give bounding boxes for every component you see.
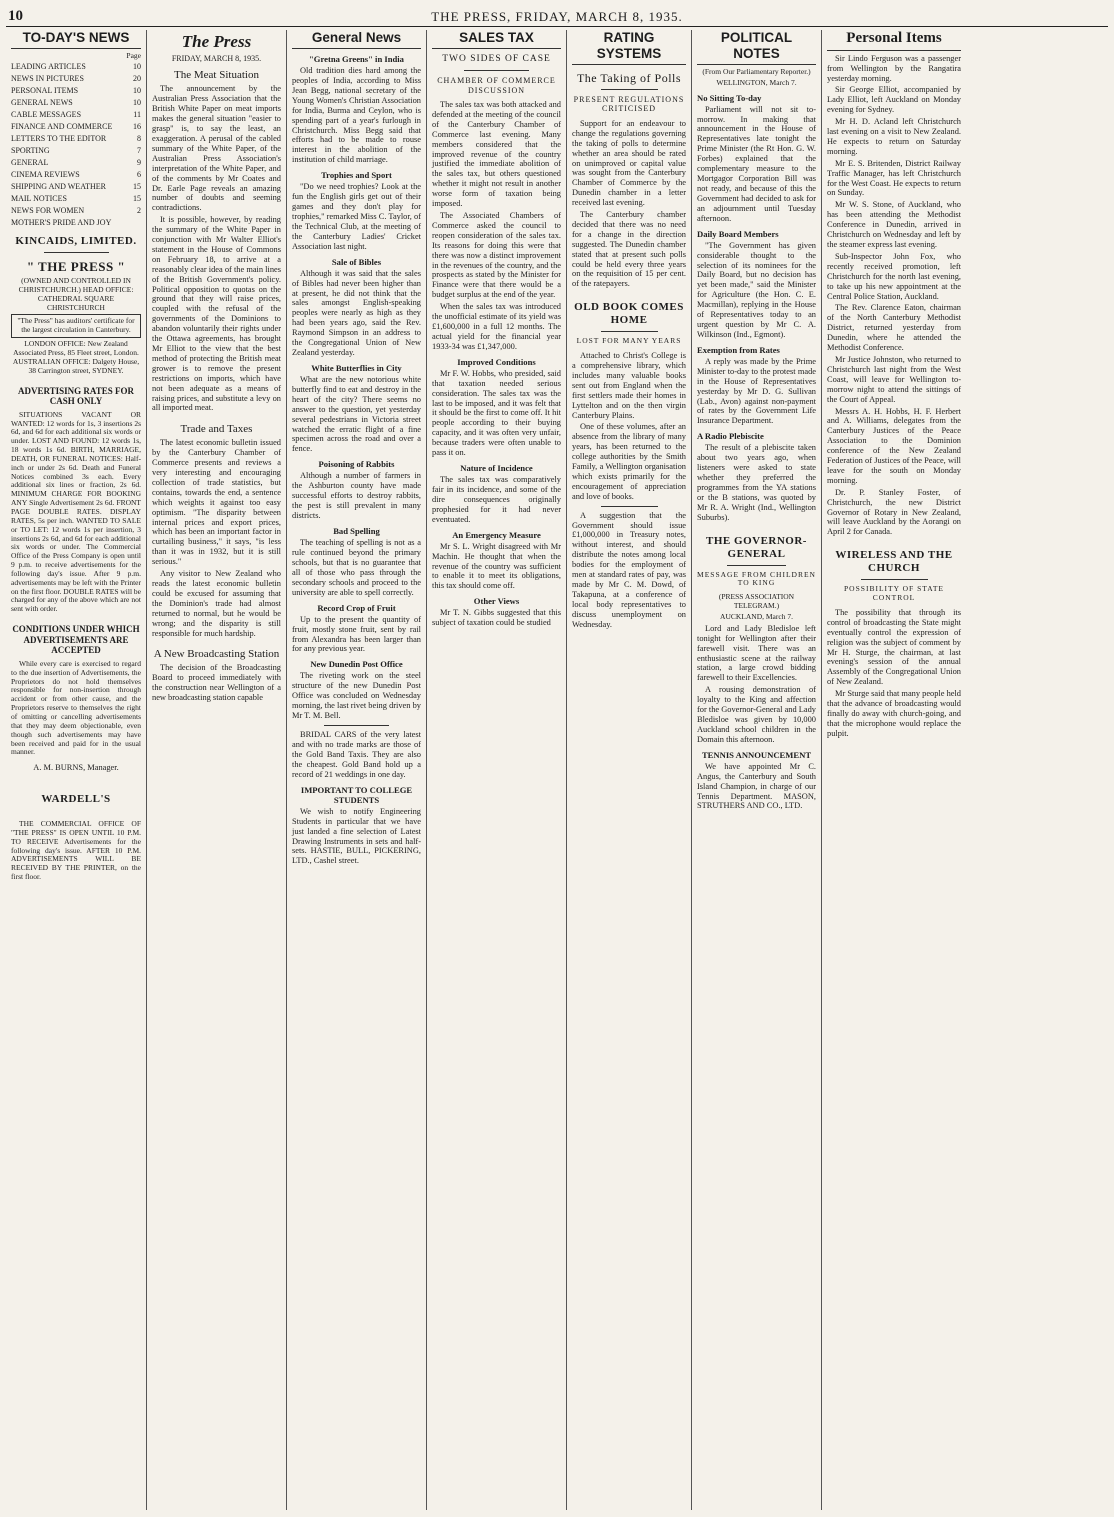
governor-general-deck: MESSAGE FROM CHILDREN TO KING bbox=[697, 569, 816, 588]
tennis-text: We have appointed Mr C. Angus, the Canterbury and South Island Champion, in charge of our Tennis Department. MASON, STRUTHERS AND CO., LTD. bbox=[697, 761, 816, 811]
tennis-title: TENNIS ANNOUNCEMENT bbox=[701, 749, 812, 760]
contents-item bbox=[11, 157, 141, 169]
rating-deck: PRESENT REGULATIONS CRITICISED bbox=[573, 95, 685, 114]
contents-item bbox=[11, 121, 141, 133]
old-book-deck: LOST FOR MANY YEARS bbox=[576, 336, 682, 346]
governor-general-title: THE GOVERNOR-GENERAL bbox=[706, 534, 807, 560]
exemption-title: Exemption from Rates bbox=[697, 344, 780, 355]
paragraph: Mr Sturge said that many people held that the advance of broadcasting would finally do away with church-going, and that the microphone would replace the pulpit. bbox=[827, 689, 961, 738]
fruit-title: Record Crop of Fruit bbox=[317, 602, 396, 613]
contents-page: 11 bbox=[133, 109, 141, 119]
emergency-title: An Emergency Measure bbox=[452, 529, 541, 540]
london-office: LONDON OFFICE: New Zealand Associated Press, 85 Fleet street, London. AUSTRALIAN OFFICE: Dalgety House, 38 Carrington street, SYDNEY. bbox=[12, 339, 140, 375]
paragraph: The sales tax was both attacked and defended at the meeting of the council of the Canterbury Chamber of Commerce last evening. Many members considered that the improved revenue of the country justified the immediate abolition of the sales tax, but others questioned whether it might not result in another worse form of taxation being imposed. bbox=[432, 100, 561, 209]
contents-list bbox=[11, 61, 141, 229]
contents-page: 10 bbox=[133, 97, 141, 107]
column-editorial bbox=[146, 30, 286, 1510]
personal-item: Mr Justice Johnston, who returned to Christchurch last night from the West Coast, will leave for Wellington to-morrow night to attend the sittings of the Court of Appeal. bbox=[827, 354, 961, 404]
contents-label: NEWS IN PICTURES bbox=[11, 73, 84, 83]
paragraph: "Do we need trophies? Look at the fun the English girls get out of their games and they don't play for trophies," remarked Miss C. Taylor, of the Technical Club, at the meeting of the Canterbury Ladies' Cricket Association last night. bbox=[292, 182, 421, 251]
commercial-office-notice: THE COMMERCIAL OFFICE OF "THE PRESS" IS OPEN UNTIL 10 P.M. TO RECEIVE Advertisements for the following day's issue. AFTER 10 P.M. ADVERTISEMENTS WILL BE RECEIVED BY THE PRINTER, on the first floor. bbox=[11, 819, 141, 882]
contents-item bbox=[11, 133, 141, 145]
column-rating-systems bbox=[566, 30, 691, 1510]
contents-page: 10 bbox=[133, 85, 141, 95]
spelling-title: Bad Spelling bbox=[333, 525, 380, 536]
paragraph: Mr T. N. Gibbs suggested that this subject of taxation could be studied bbox=[432, 608, 561, 628]
conditions-title: CONDITIONS UNDER WHICH ADVERTISEMENTS ARE ACCEPTED bbox=[12, 624, 140, 656]
column-personal-items bbox=[821, 30, 966, 1510]
contents-item bbox=[11, 181, 141, 193]
contents-item bbox=[11, 217, 141, 229]
paragraph: The sales tax was comparatively fair in its incidence, and some of the dire consequences originally prophesied for it had never eventuated. bbox=[432, 475, 561, 524]
paragraph: Lord and Lady Bledisloe left tonight for Wellington after their farewell visit. There was an enthusiastic scene at the railway station, a large crowd bidding farewell to their Excellencies. bbox=[697, 623, 816, 683]
incidence-title: Nature of Incidence bbox=[460, 462, 533, 473]
contents-label: GENERAL bbox=[11, 157, 49, 167]
contents-label: MOTHER'S PRIDE AND JOY bbox=[11, 217, 112, 227]
rating-systems-title: RATING SYSTEMS bbox=[572, 30, 686, 65]
personal-item: The Rev. Clarence Eaton, chairman of the North Canterbury Methodist District, returned yesterday from Dunedin, where he attended the Methodist Conference. bbox=[827, 303, 961, 353]
paragraph: The possibility that through its control of broadcasting the State might eventually control the expression of religion was the subject of comment by Mr H. Sturge, the chairman, at last evening's session of the annual Assembly of the Congregational Union of New Zealand. bbox=[827, 607, 961, 687]
wardells-ad: WARDELL'S bbox=[41, 793, 111, 806]
post-office-title: New Dunedin Post Office bbox=[310, 659, 403, 670]
paragraph: Although it was said that the sales of Bibles had never been higher than at present, he did not think that the sales amongst English-speaking peoples were nearly as high as they had been years ago, said the Rev. Raymond Simpson in an address to the Congregational Union of New Zealand yesterday. bbox=[292, 268, 421, 357]
paragraph: The decision of the Broadcasting Board to proceed immediately with the construction near Wellington of a new broadcasting station capable bbox=[152, 663, 281, 703]
paragraph: It is possible, however, by reading the summary of the White Paper in conjunction with Mr Walter Elliot's statement in the House of Commons on February 18, to arrive at a reasonably clear idea of the main lines of the British Government's policy. Political opposition to quotas on the ground that they will raise prices, coupled with the refusal of the governments of the Dominions to abandon voluntarily their rights under the Ottawa agreements, has brought Mr Elliot to the view that the best method of protecting the British meat grower is to remove the present restrictions on imports, which have not been adequate as a means of raising prices, and substitute a levy on all imported meat. bbox=[152, 215, 281, 413]
contents-item bbox=[11, 85, 141, 97]
contents-label: LEADING ARTICLES bbox=[11, 61, 86, 71]
no-sitting-title: No Sitting To-day bbox=[697, 92, 762, 103]
contents-item bbox=[11, 145, 141, 157]
contents-label: PERSONAL ITEMS bbox=[11, 85, 79, 95]
old-book-title: OLD BOOK COMES HOME bbox=[574, 301, 684, 327]
column-general-news bbox=[286, 30, 426, 1510]
college-ad-title: IMPORTANT TO COLLEGE STUDENTS bbox=[300, 784, 413, 805]
paragraph: The Canterbury chamber decided that there was no need for a change in the direction suggested. The Dunedin chamber stated that at present such polls could be held every three years on the requisition of 15 per cent. of the ratepayers. bbox=[572, 210, 686, 289]
sales-tax-title: SALES TAX bbox=[432, 30, 561, 49]
radio-plebiscite-title: A Radio Plebiscite bbox=[697, 431, 764, 442]
contents-page: 8 bbox=[137, 133, 141, 143]
gg-dateline: AUCKLAND, March 7. bbox=[720, 611, 793, 621]
personal-item: Sir George Elliot, accompanied by Lady Elliot, left Auckland on Monday evening for Sydney. bbox=[827, 85, 961, 115]
paragraph: A reply was made by the Prime Minister to-day to the protest made in the House of Representatives yesterday by Mr D. G. Sullivan (Lab., Avon) against non-payment of rates by the Government Life Insurance Department. bbox=[697, 356, 816, 426]
masthead bbox=[6, 6, 1108, 27]
divider bbox=[601, 506, 658, 507]
contents-label: GENERAL NEWS bbox=[11, 97, 73, 107]
paragraph: A suggestion that the Government should issue £1,000,000 in Treasury notes, without interest, and should distribute the notes among local bodies for the employment of men at standard rates of pay, was made by Mr C. M. Dowd, of Takapuna, at a conference of local body representatives to discuss unemployment on Wednesday. bbox=[572, 510, 686, 629]
personal-item: Messrs A. H. Hobbs, H. F. Herbert and A. Williams, delegates from the Canterbury Justices of the Peace Association to the Dominion conference of the New Zealand Federation of Justices of the Peace, will leave for the south on Monday morning. bbox=[827, 406, 961, 485]
advertising-rates-title: ADVERTISING RATES FOR CASH ONLY bbox=[17, 385, 135, 407]
personal-items-title: Personal Items bbox=[827, 30, 961, 51]
bridal-cars-ad: BRIDAL CARS of the very latest and with no trade marks are those of the Gold Band Taxis. They are also the cheapest. Gold Band hold up a record of 21 weddings in one day. bbox=[292, 729, 421, 779]
conditions-text: While every care is exercised to regard to the due insertion of Advertisements, the Proprietors do not hold themselves responsible for non-insertion through accident or from other cause, and the Proprietors reserve to themselves the right of omitting or cancelling advertisements that they may deem objectionable, even though such advertisements may have been received and paid for in the usual manner. bbox=[11, 658, 141, 757]
wireless-deck: POSSIBILITY OF STATE CONTROL bbox=[844, 584, 944, 603]
paragraph: One of these volumes, after an absence from the library of many years, has been returned to the college authorities by the Smith Family, a Wellington organisation which exists primarily for the encouragement of appreciation and love of books. bbox=[572, 422, 686, 501]
paragraph: Attached to Christ's College is a comprehensive library, which includes many valuable books sent out from England when the first settlers made their homes in Lyttelton and on the then virgin Canterbury Plains. bbox=[572, 351, 686, 420]
personal-item: Dr. P. Stanley Foster, of Christchurch, the new District Governor of Rotary in New Zealand, will leave Auckland by the Aorangi on April 2 for Canada. bbox=[827, 487, 961, 537]
general-news-title: General News bbox=[292, 30, 421, 49]
page-label: Page bbox=[126, 50, 141, 60]
paragraph: Old tradition dies hard among the peoples of India, according to Miss Jean Begg, national secretary of the Young Women's Christian Association for India, Burma and Ceylon, who is spending part of a year's furlough in Christchurch. Miss Begg said that efforts had to be made to rouse interest in the abolition of the institution of child marriage. bbox=[292, 66, 421, 165]
political-source: (From Our Parliamentary Reporter.) bbox=[702, 66, 811, 76]
political-notes-title: POLITICAL NOTES bbox=[697, 30, 816, 65]
page-number: 10 bbox=[8, 8, 23, 24]
column-index bbox=[6, 30, 146, 1510]
paragraph: A rousing demonstration of loyalty to the King and affection for the Governor-General and Lady Bledisloe was given by 10,000 Auckland school children in the Domain this afternoon. bbox=[697, 685, 816, 744]
daily-board-title: Daily Board Members bbox=[697, 228, 779, 239]
contents-page: 9 bbox=[137, 157, 141, 167]
divider bbox=[861, 579, 928, 580]
contents-page: 16 bbox=[133, 121, 141, 131]
sales-tax-deck: CHAMBER OF COMMERCE DISCUSSION bbox=[437, 76, 556, 95]
contents-label: NEWS FOR WOMEN bbox=[11, 205, 85, 215]
contents-label: CABLE MESSAGES bbox=[11, 109, 82, 119]
contents-item bbox=[11, 61, 141, 73]
paragraph: "The Government has given considerable thought to the selection of its nominees for the Daily Board, but no decision has yet been made," said the Minister for Agriculture (the Hon. C. E. Macmillan), replying in the House of Representatives today to an urgent question by Mr C. A. Wilkinson (Ind., Egmont). bbox=[697, 240, 816, 339]
press-logo: The Press bbox=[181, 32, 252, 51]
political-dateline: WELLINGTON, March 7. bbox=[716, 77, 797, 87]
personal-item: Sir Lindo Ferguson was a passenger from Wellington by the Rangatira yesterday morning. bbox=[827, 53, 961, 83]
paragraph: The announcement by the Australian Press Association that the British White Paper on meat imports makes the general situation "easier to grasp" is, to say the least, an exaggeration. A perusal of the cabled summary of the White Paper, of the Australian Press Association's interpretation of the White Paper, and of the comments by Mr Coates and Dr. Earle Page reveals an amazing number of doubts and seeming contradictions. bbox=[152, 84, 281, 213]
bibles-title: Sale of Bibles bbox=[331, 256, 382, 267]
wireless-title: WIRELESS AND THE CHURCH bbox=[835, 549, 953, 575]
contents-item bbox=[11, 169, 141, 181]
contents-label: MAIL NOTICES bbox=[11, 193, 67, 203]
press-owned: (OWNED AND CONTROLLED IN CHRISTCHURCH.) HEAD OFFICE: CATHEDRAL SQUARE CHRISTCHURCH bbox=[18, 276, 134, 312]
contents-page: 6 bbox=[137, 169, 141, 179]
gretna-title: "Gretna Greens" in India bbox=[309, 53, 404, 64]
kincaids-ad: KINCAIDS, LIMITED. bbox=[15, 234, 137, 247]
divider bbox=[601, 89, 658, 90]
press-title: " THE PRESS " bbox=[26, 258, 126, 274]
rabbits-title: Poisoning of Rabbits bbox=[318, 459, 395, 470]
college-ad-text: We wish to notify Engineering Students in particular that we have just landed a fine selection of Latest Drawing Instruments in sets and half-sets. HASTIE, BULL, PICKERING, LTD., Cashel street. bbox=[292, 806, 421, 866]
masthead-line: THE PRESS, FRIDAY, MARCH 8, 1935. bbox=[431, 9, 683, 24]
paragraph: Mr S. L. Wright disagreed with Mr Machin. He thought that when the revenue of the country was sufficient to enable it to meet its obligations, this tax should come off. bbox=[432, 541, 561, 591]
divider bbox=[44, 252, 109, 253]
advertising-rates-text: SITUATIONS VACANT OR WANTED: 12 words for 1s, 3 insertions 2s 6d, and 6d for each additional six words or under. LOST AND FOUND: 12 words 1s, 18 words 1s 6d. BIRTH, MARRIAGE, DEATH, OR FUNERAL NOTICES: Half-inch or under 2s 6d. Death and Funeral Notices combined 3s each. Every additional six lines or fraction, 2s 6d. MINIMUM CHARGE FOR BOOKING ANY Single Advertisement 2s 6d. FRONT PAGE DOUBLE RATES. DISPLAY RATES, 5s per inch. WANTED TO SALE or TO LET: 12 words 1s per insertion, 3 insertions 2s 6d, and 6d for each additional six words or under. The Commercial Office of the Press Company is open until 9 p.m. to receive advertisements for the following day's issue. After 9 p.m. advertisements may be left with the Printer on the first floor. DOUBLE RATES will be charged for any of the above which are not sent with order. bbox=[11, 409, 141, 614]
divider bbox=[601, 331, 658, 332]
contents-item bbox=[11, 193, 141, 205]
contents-item bbox=[11, 97, 141, 109]
contents-label: FINANCE AND COMMERCE bbox=[11, 121, 113, 131]
paragraph: The riveting work on the steel structure of the new Dunedin Post Office was concluded on Wednesday morning, the last rivet being driven by Mr T. M. Bell. bbox=[292, 671, 421, 721]
contents-item bbox=[11, 73, 141, 85]
paragraph: Support for an endeavour to change the regulations governing the taking of polls to determine whether an area should be rated on unimproved or capital value was sought from the Canterbury Chamber of Commerce by the Dunedin chamber in a letter received last evening. bbox=[572, 118, 686, 208]
broadcasting-title: A New Broadcasting Station bbox=[153, 648, 280, 661]
personal-item: Mr E. S. Britenden, District Railway Traffic Manager, has left Christchurch for the West Coast. He expects to return on Sunday. bbox=[827, 158, 961, 198]
paragraph: Any visitor to New Zealand who reads the latest economic bulletin could be excused for assuming that the Dominion's trade had almost returned to normal, but he would be wrong; and the disparity is still responsible for much hardship. bbox=[152, 569, 281, 638]
trophies-title: Trophies and Sport bbox=[321, 170, 392, 181]
paragraph: The result of a plebiscite taken about two years ago, when listeners were asked to state whether they preferred the programmes from the YA stations or the B stations, was quoted by Mr R. A. Wright (Ind., Wellington Suburbs). bbox=[697, 443, 816, 522]
paragraph: The latest economic bulletin issued by the Canterbury Chamber of Commerce presents and reviews a very interesting and encouraging collection of trade statistics, but contains, towards the end, a sentence which weights it against too easy optimism. "The disparity between internal prices and export prices, which has been an important factor in curtailing business," it says, "is less than it was in 1932, but it is still serious." bbox=[152, 438, 281, 567]
paragraph: Mr F. W. Hobbs, who presided, said that taxation needed serious consideration. The sales tax was the last to be imposed, and it was felt that it should be the first to come off. It hit people according to their buying capacity, and it was often very unfair, because traders were often unable to pass it on. bbox=[432, 368, 561, 458]
paragraph: Parliament will not sit to-morrow. In making that announcement in the House of Representatives late tonight the Prime Minister (the Rt Hon. G. W. Forbes) explained that the complementary measure to the Mortgagor Corporation Bill was not ready, and because of this the Government had decided to ask for an adjournment until Tuesday afternoon. bbox=[697, 104, 816, 223]
improved-title: Improved Conditions bbox=[457, 356, 536, 367]
gg-source: (PRESS ASSOCIATION TELEGRAM.) bbox=[718, 592, 795, 611]
todays-news-title: TO-DAY'S NEWS bbox=[11, 30, 141, 49]
contents-label: SPORTING bbox=[11, 145, 50, 155]
meat-situation-title: The Meat Situation bbox=[174, 69, 259, 82]
press-cert: "The Press" has auditors' certificate for the largest circulation in Canterbury. bbox=[11, 314, 141, 338]
contents-page: 15 bbox=[133, 181, 141, 191]
paragraph: Although a number of farmers in the Ashburton county have made successful efforts to destroy rabbits, the pest is still prevalent in many districts. bbox=[292, 471, 421, 521]
paragraph: When the sales tax was introduced the unofficial estimate of its yield was £1,600,000 in a full 12 months. The actual yield for the financial year 1933-34 was £1,347,000. bbox=[432, 302, 561, 351]
trade-taxes-title: Trade and Taxes bbox=[180, 423, 253, 436]
other-views-title: Other Views bbox=[473, 596, 520, 607]
paragraph: The teaching of spelling is not as a rule continued beyond the primary schools, but that is no guarantee that all of those who pass through the secondary schools and proceed to the university are able to spell correctly. bbox=[292, 538, 421, 597]
taking-polls-title: The Taking of Polls bbox=[576, 70, 682, 85]
contents-label: SHIPPING AND WEATHER bbox=[11, 181, 106, 191]
personal-item: Sub-Inspector John Fox, who recently received promotion, left Christchurch for the north last evening, to take up his new appointment at the Central Police Station, Auckland. bbox=[827, 251, 961, 301]
paragraph: The Associated Chambers of Commerce asked the council to reopen consideration of the sales tax. Its reasons for doing this were that there was now a distinct improvement in the revenues of the country, and the prospects as stated by the Minister for Finance were that there would be a budget surplus at the end of the year. bbox=[432, 210, 561, 300]
contents-page: 10 bbox=[133, 61, 141, 71]
sales-tax-subtitle: TWO SIDES OF CASE bbox=[442, 53, 551, 64]
manager-signature: A. M. BURNS, Manager. bbox=[33, 763, 119, 773]
personal-item: Mr W. S. Stone, of Auckland, who has been attending the Methodist Conference in Dunedin, arrived in Christchurch on Wednesday and left by the steamer express last evening. bbox=[827, 200, 961, 249]
column-political-notes bbox=[691, 30, 821, 1510]
contents-item bbox=[11, 109, 141, 121]
divider bbox=[727, 565, 787, 566]
butterflies-title: White Butterflies in City bbox=[311, 362, 402, 373]
divider bbox=[324, 725, 389, 726]
contents-page: 7 bbox=[137, 145, 141, 155]
contents-page: 2 bbox=[137, 205, 141, 215]
contents-label: LETTERS TO THE EDITOR bbox=[11, 133, 107, 143]
column-sales-tax bbox=[426, 30, 566, 1510]
contents-page: 15 bbox=[133, 193, 141, 203]
contents-label: CINEMA REVIEWS bbox=[11, 169, 80, 179]
contents-item bbox=[11, 205, 141, 217]
paragraph: What are the new notorious white butterfly find to eat and destroy in the heart of the city? There seems no answer to the question, yet yesterday several pedestrians in Victoria street watched the erratic flight of a fine specimen across the road and over a fence. bbox=[292, 375, 421, 454]
paragraph: Up to the present the quantity of fruit, mostly stone fruit, sent by rail from Alexandra has been larger than for any previous year. bbox=[292, 614, 421, 654]
divider bbox=[464, 70, 529, 71]
editorial-date: FRIDAY, MARCH 8, 1935. bbox=[171, 54, 262, 64]
personal-item: Mr H. D. Acland left Christchurch last evening on a visit to New Zealand. He expects to return on Saturday morning. bbox=[827, 117, 961, 156]
contents-page: 20 bbox=[133, 73, 141, 83]
